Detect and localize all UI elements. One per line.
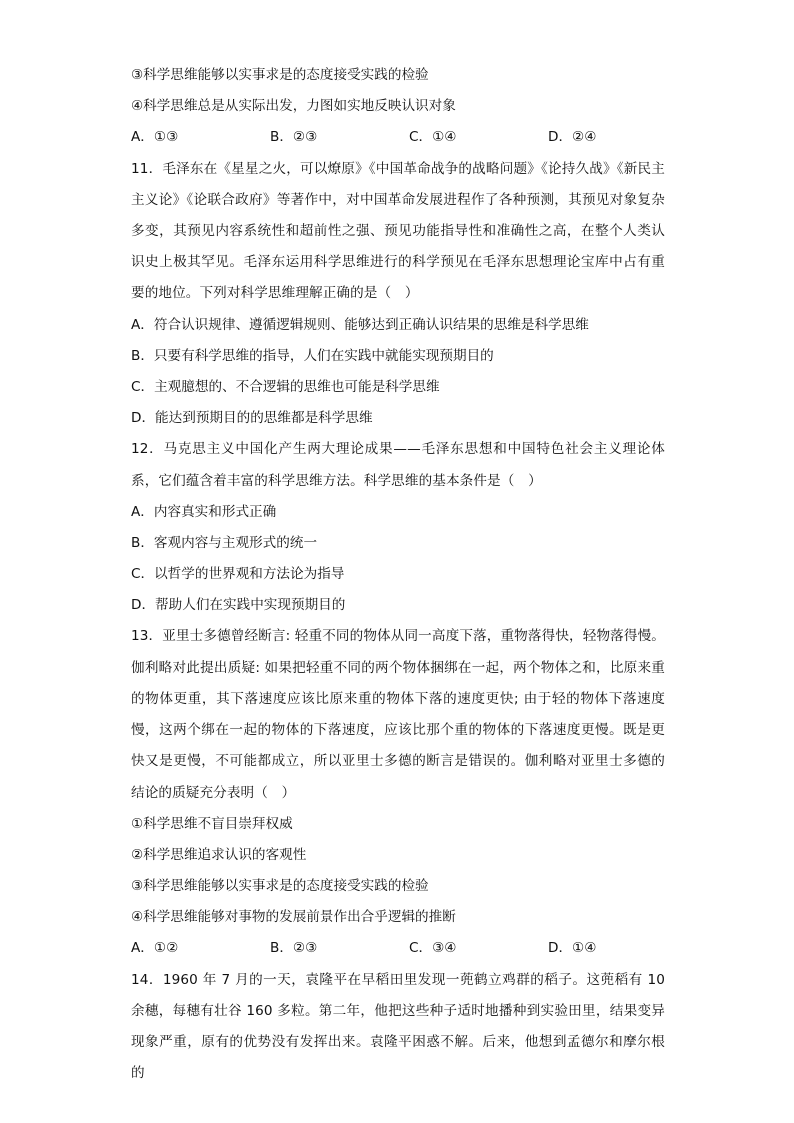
q12-choice-c: C．以哲学的世界观和方法论为指导: [131, 566, 345, 583]
q13-stem: 13．亚里士多德曾经断言: 轻重不同的物体从同一高度下落，重物落得快，轻物落得慢。伽利略对此提出质疑: 如果把轻重不同的两个物体捆绑在一起，两个物体之和，比原来重的物体更重，其下落速度应该比原来重的物体下落的速度更快; 由于轻的物体下落速度慢，这两个绑在一起的物体的下落速度，应该比那个重的物体的下落速度更慢。既是更快又是更慢，不可能都成立，所以亚里士多德的断言是错误的。伽利略对亚里士多德的结论的质疑充分表明（ ）: [131, 628, 665, 801]
q12-stem: 12．马克思主义中国化产生两大理论成果——毛泽东思想和中国特色社会主义理论体系，它们蕴含着丰富的科学思维方法。科学思维的基本条件是（ ）: [131, 441, 665, 489]
q12-choice-a: A．内容真实和形式正确: [131, 503, 277, 520]
q14-stem: 14．1960 年 7 月的一天，袁隆平在早稻田里发现一蔸鹤立鸡群的稻子。这蔸稻有 10 余穗，每穗有壮谷 160 多粒。第二年，他把这些种子适时地播种到实验田里，结果变异现象严重，原有的优势没有发挥出来。袁隆平困惑不解。后来，他想到孟德尔和摩尔根的: [131, 971, 665, 1082]
q11-stem: 11．毛泽东在《星星之火，可以燎原》《中国革命战争的战略问题》《论持久战》《新民主主义论》《论联合政府》等著作中，对中国革命发展进程作了各种预测，其预见对象复杂多变，其预见内容系统性和超前性之强、预见功能指导性和准确性之高，在整个人类认识史上极其罕见。毛泽东运用科学思维进行的科学预见在毛泽东思想理论宝库中占有重要的地位。下列对科学思维理解正确的是（ ）: [131, 160, 665, 302]
q13-options: [131, 933, 665, 964]
q13-option-c: C．③④: [409, 940, 457, 957]
q10-option-b: B．②③: [270, 129, 318, 146]
q13-item-1: ①科学思维不盲目崇拜权威: [131, 815, 293, 832]
q10-option-a: A．①③: [131, 129, 179, 146]
q13-item-2: ②科学思维追求认识的客观性: [131, 846, 307, 863]
q12-choice-d: D．帮助人们在实践中实现预期目的: [131, 597, 346, 614]
q13-option-d: D．①④: [548, 940, 597, 957]
q11-choice-c: C．主观臆想的、不合逻辑的思维也可能是科学思维: [131, 378, 440, 395]
q13-option-a: A．①②: [131, 940, 179, 957]
q11-choice-d: D．能达到预期目的的思维都是科学思维: [131, 410, 373, 427]
q11-choice-b: B．只要有科学思维的指导，人们在实践中就能实现预期目的: [131, 347, 494, 364]
q10-option-c: C．①④: [409, 129, 457, 146]
q10-option-d: D．②④: [548, 129, 597, 146]
exam-page: [131, 60, 665, 1089]
q11-choice-a: A．符合认识规律、遵循逻辑规则、能够达到正确认识结果的思维是科学思维: [131, 316, 589, 333]
q10-item-3: ③科学思维能够以实事求是的态度接受实践的检验: [131, 67, 429, 83]
q10-item-4: ④科学思维总是从实际出发，力图如实地反映认识对象: [131, 98, 456, 115]
q13-item-3: ③科学思维能够以实事求是的态度接受实践的检验: [131, 878, 429, 895]
q13-option-b: B．②③: [270, 940, 318, 957]
q10-options: [131, 122, 665, 153]
q13-item-4: ④科学思维能够对事物的发展前景作出合乎逻辑的推断: [131, 909, 456, 926]
q12-choice-b: B．客观内容与主观形式的统一: [131, 534, 318, 551]
